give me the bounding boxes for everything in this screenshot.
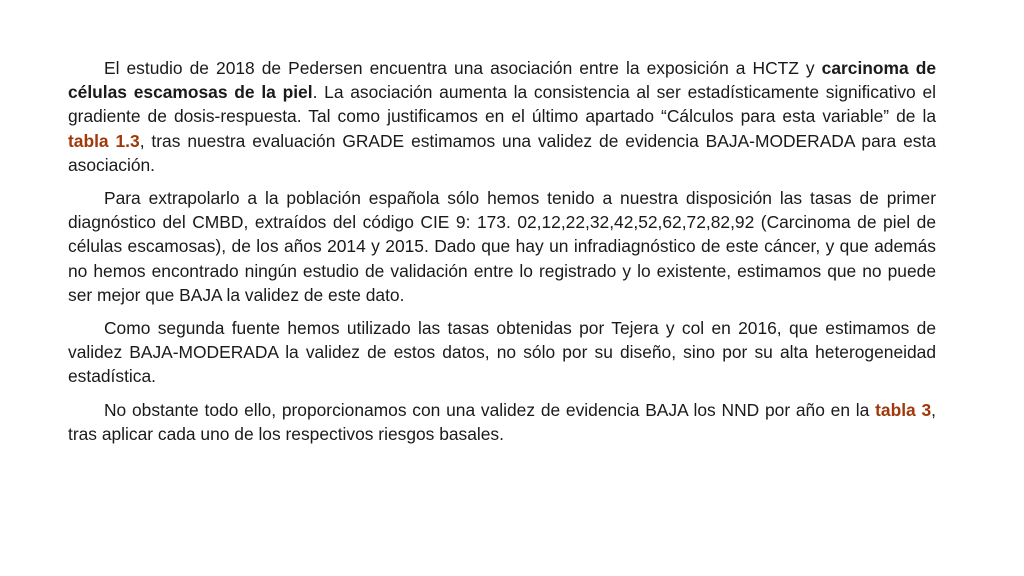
table-reference-link[interactable]: tabla 3 [875, 399, 932, 420]
paragraph-pedersen-study [68, 56, 936, 177]
paragraph-spanish-population [68, 186, 936, 307]
paragraph-nnd-conclusion [68, 398, 936, 446]
emphasis-carcinoma: carcinoma de células escamosas de la piel [68, 58, 937, 103]
text-segment: . La asociación aumenta la consistencia al ser estadísticamente significativo el gradiente de dosis-respuesta. Tal como justificamos en el último apartado “Cálculos para esta variable” de la [68, 82, 936, 127]
text-segment: No obstante todo ello, proporcionamos con una validez de evidencia BAJA los NND por año en la [104, 399, 876, 420]
slide-body [68, 56, 936, 455]
text-segment: El estudio de 2018 de Pedersen encuentra una asociación entre la exposición a HCTZ y [104, 58, 822, 78]
text-segment: , tras aplicar cada uno de los respectivos riesgos basales. [68, 399, 937, 444]
text-segment: Como segunda fuente hemos utilizado las tasas obtenidas por Tejera y col en 2016, que estimamos de validez BAJA-MODERADA la validez de estos datos, no sólo por su diseño, sino por su alta heterogeneidad estadística. [68, 318, 936, 387]
table-reference-link[interactable]: tabla 1.3 [68, 130, 140, 151]
text-segment: Para extrapolarlo a la población española sólo hemos tenido a nuestra disposición las tasas de primer diagnóstico del CMBD, extraídos del código CIE 9: 173. 02,12,22,32,42,52,62,72,82,92 (Carcinoma de piel de células escamosas), de los años 2014 y 2015. Dado que hay un infradiagnóstico de este cáncer, y que además no hemos encontrado ningún estudio de validación entre lo registrado y lo existente, estimamos que no puede ser mejor que BAJA la validez de este dato. [68, 188, 936, 305]
text-segment: , tras nuestra evaluación GRADE estimamos una validez de evidencia BAJA-MODERADA para esta asociación. [68, 130, 936, 175]
paragraph-second-source [68, 316, 936, 389]
